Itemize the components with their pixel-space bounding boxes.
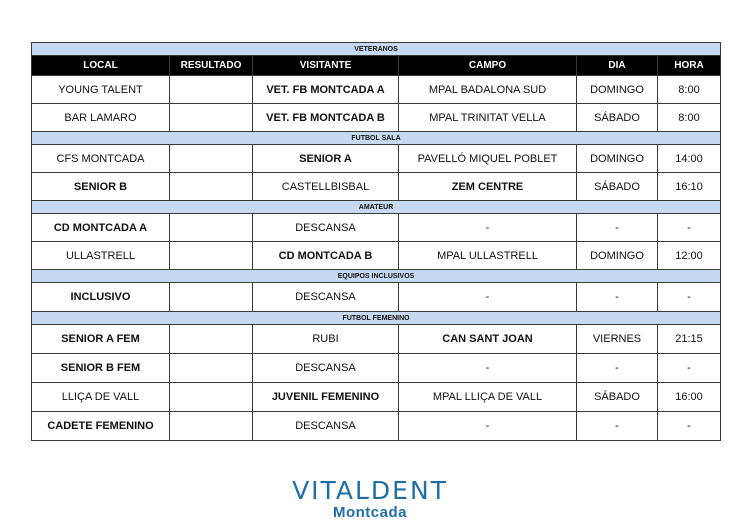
section-row (32, 132, 721, 145)
section-row (32, 201, 721, 214)
cell-hora: 12:00 (658, 242, 721, 270)
cell-resultado (170, 104, 253, 132)
table-row (32, 104, 721, 132)
cell-local: SENIOR A FEM (32, 325, 170, 354)
cell-local: SENIOR B (32, 173, 170, 201)
cell-campo: - (399, 283, 577, 312)
cell-visitante: VET. FB MONTCADA B (253, 104, 399, 132)
cell-visitante: SENIOR A (253, 145, 399, 173)
cell-visitante: CASTELLBISBAL (253, 173, 399, 201)
cell-hora: 16:10 (658, 173, 721, 201)
cell-hora: 8:00 (658, 104, 721, 132)
cell-local: INCLUSIVO (32, 283, 170, 312)
cell-visitante: JUVENIL FEMENINO (253, 383, 399, 412)
cell-visitante: VET. FB MONTCADA A (253, 76, 399, 104)
cell-resultado (170, 76, 253, 104)
section-title: FUTBOL FEMENINO (32, 312, 721, 325)
sponsor-logo (270, 478, 470, 522)
table-row (32, 145, 721, 173)
table-row (32, 283, 721, 312)
cell-resultado (170, 145, 253, 173)
cell-dia: - (577, 283, 658, 312)
cell-dia: - (577, 354, 658, 383)
cell-dia: - (577, 412, 658, 441)
column-header-resultado: RESULTADO (170, 56, 253, 76)
cell-resultado (170, 325, 253, 354)
cell-visitante: DESCANSA (253, 354, 399, 383)
match-schedule-table (31, 42, 721, 441)
cell-local: CD MONTCADA A (32, 214, 170, 242)
cell-hora: 14:00 (658, 145, 721, 173)
section-title: AMATEUR (32, 201, 721, 214)
table-row (32, 354, 721, 383)
cell-hora: - (658, 412, 721, 441)
column-header-local: LOCAL (32, 56, 170, 76)
table-row (32, 214, 721, 242)
cell-hora: - (658, 214, 721, 242)
cell-local: LLIÇA DE VALL (32, 383, 170, 412)
section-row (32, 270, 721, 283)
cell-dia: SÁBADO (577, 173, 658, 201)
cell-campo: MPAL TRINITAT VELLA (399, 104, 577, 132)
cell-hora: 21:15 (658, 325, 721, 354)
cell-resultado (170, 242, 253, 270)
cell-local: YOUNG TALENT (32, 76, 170, 104)
table-row (32, 412, 721, 441)
cell-campo: CAN SANT JOAN (399, 325, 577, 354)
cell-campo: - (399, 412, 577, 441)
column-header-campo: CAMPO (399, 56, 577, 76)
cell-campo: - (399, 354, 577, 383)
cell-dia: - (577, 214, 658, 242)
cell-resultado (170, 173, 253, 201)
column-header-row (32, 56, 721, 76)
cell-dia: DOMINGO (577, 145, 658, 173)
table-row (32, 383, 721, 412)
cell-local: CADETE FEMENINO (32, 412, 170, 441)
cell-local: CFS MONTCADA (32, 145, 170, 173)
table-row (32, 325, 721, 354)
cell-local: BAR LAMARO (32, 104, 170, 132)
table-row (32, 76, 721, 104)
cell-dia: SÁBADO (577, 104, 658, 132)
cell-dia: SÁBADO (577, 383, 658, 412)
section-title: VETERANOS (32, 43, 721, 56)
section-title: EQUIPOS INCLUSIVOS (32, 270, 721, 283)
table-row (32, 173, 721, 201)
cell-hora: 8:00 (658, 76, 721, 104)
column-header-visitante: VISITANTE (253, 56, 399, 76)
table-row (32, 242, 721, 270)
cell-visitante: DESCANSA (253, 283, 399, 312)
cell-resultado (170, 354, 253, 383)
column-header-hora: HORA (658, 56, 721, 76)
cell-resultado (170, 412, 253, 441)
cell-campo: PAVELLÓ MIQUEL POBLET (399, 145, 577, 173)
cell-campo: MPAL BADALONA SUD (399, 76, 577, 104)
cell-hora: - (658, 354, 721, 383)
cell-campo: MPAL ULLASTRELL (399, 242, 577, 270)
cell-local: SENIOR B FEM (32, 354, 170, 383)
cell-campo: - (399, 214, 577, 242)
logo-main-text: VITALDENT (292, 476, 448, 505)
cell-dia: DOMINGO (577, 76, 658, 104)
cell-visitante: CD MONTCADA B (253, 242, 399, 270)
column-header-dia: DIA (577, 56, 658, 76)
cell-hora: 16:00 (658, 383, 721, 412)
cell-hora: - (658, 283, 721, 312)
cell-visitante: RUBI (253, 325, 399, 354)
cell-campo: ZEM CENTRE (399, 173, 577, 201)
section-title: FUTBOL SALA (32, 132, 721, 145)
cell-campo: MPAL LLIÇA DE VALL (399, 383, 577, 412)
cell-local: ULLASTRELL (32, 242, 170, 270)
cell-dia: VIERNES (577, 325, 658, 354)
section-row (32, 312, 721, 325)
cell-dia: DOMINGO (577, 242, 658, 270)
cell-visitante: DESCANSA (253, 412, 399, 441)
cell-resultado (170, 383, 253, 412)
logo-sub-text: Montcada (332, 504, 407, 521)
section-row (32, 43, 721, 56)
cell-visitante: DESCANSA (253, 214, 399, 242)
cell-resultado (170, 283, 253, 312)
cell-resultado (170, 214, 253, 242)
